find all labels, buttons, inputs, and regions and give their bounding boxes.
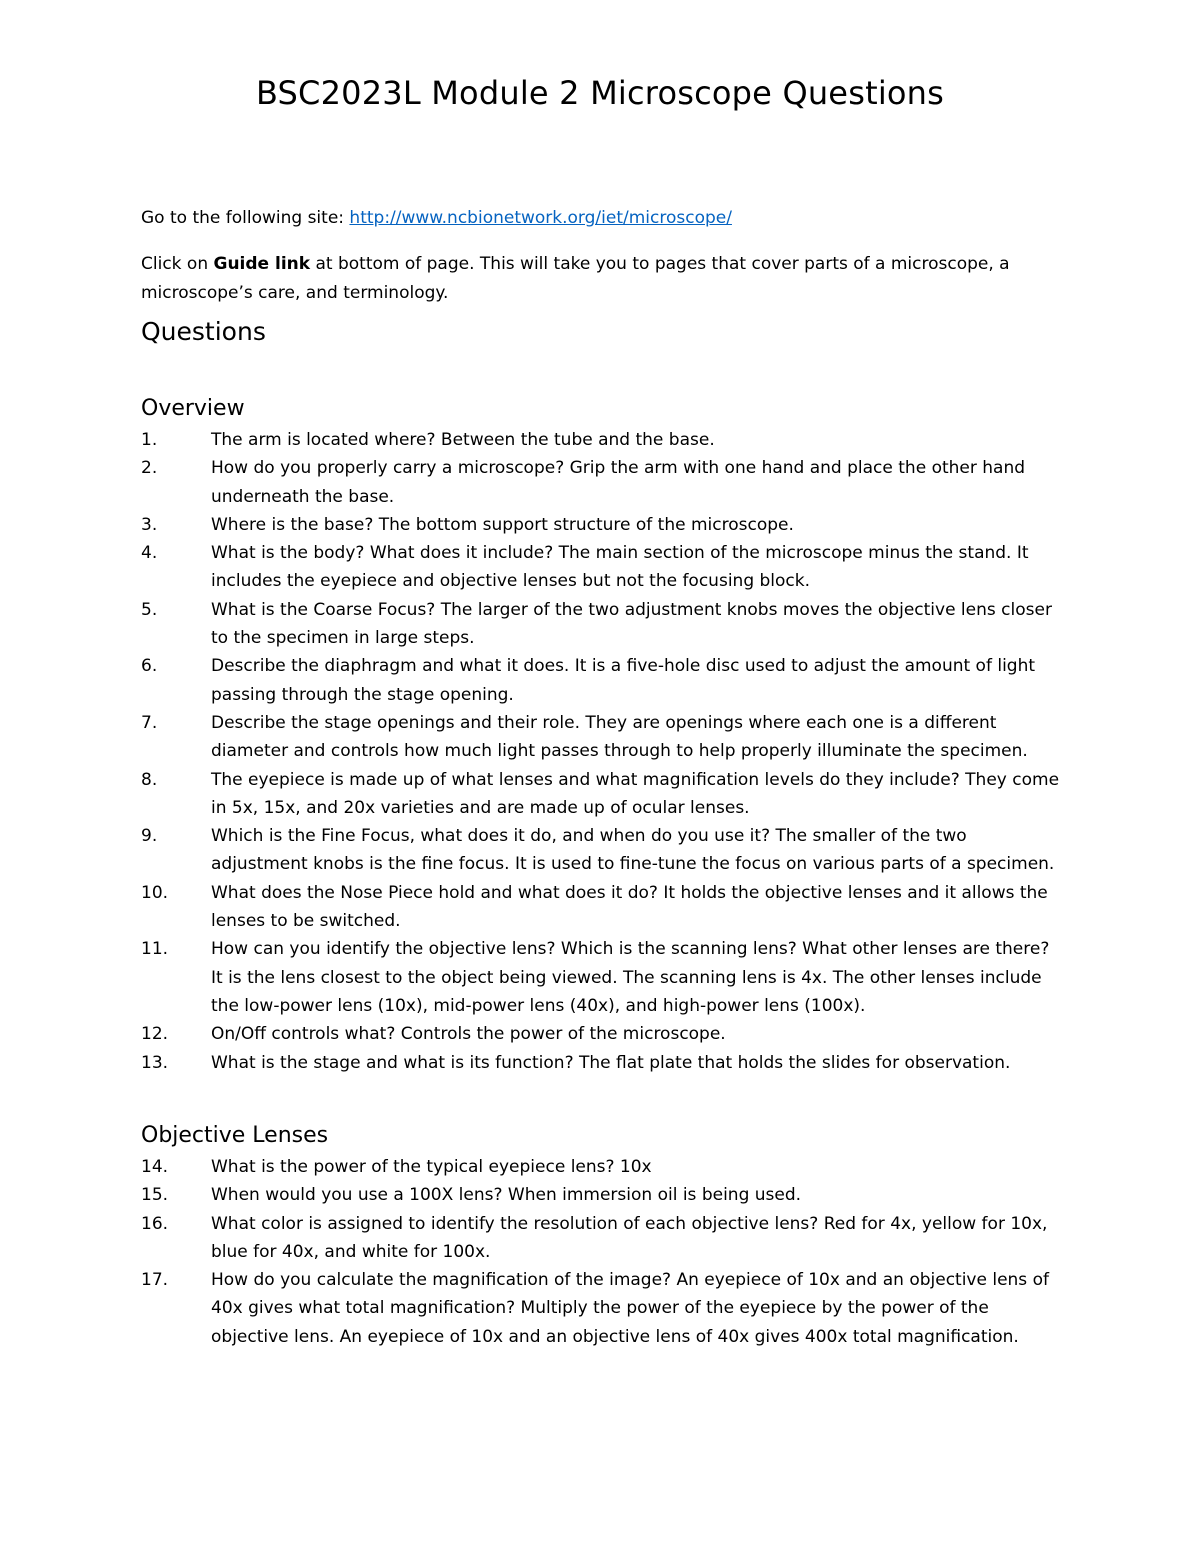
question-number: 8.: [141, 769, 158, 790]
microscope-site-link[interactable]: http://www.ncbionetwork.org/iet/microscope/: [349, 208, 732, 228]
intro-guide-post: at bottom of page. This will take you to pages that cover parts of a microscope, a microscope’s care, and terminology.: [141, 254, 1010, 303]
question-text: What is the power of the typical eyepiece lens? 10x: [211, 1157, 652, 1177]
list-item: [141, 1181, 1061, 1209]
question-text: What is the stage and what is its function? The flat plate that holds the slides for observation.: [211, 1052, 1011, 1073]
list-item: [141, 1266, 1061, 1351]
intro-site-label: Go to the following site:: [141, 208, 350, 228]
question-number: 1.: [141, 430, 158, 450]
intro-guide-pre: Click on: [141, 254, 214, 274]
list-item: [141, 596, 1061, 653]
question-text: The arm is located where? Between the tube and the base.: [211, 430, 715, 450]
list-item: [141, 1049, 1061, 1077]
question-text: When would you use a 100X lens? When immersion oil is being used.: [211, 1185, 802, 1206]
overview-question-list: [141, 426, 1061, 1077]
question-number: 6.: [141, 656, 158, 677]
list-item: [141, 879, 1061, 936]
question-text: What is the Coarse Focus? The larger of the two adjustment knobs moves the objective lens closer to the specimen in large steps.: [211, 599, 1052, 649]
question-text: How can you identify the objective lens? Which is the scanning lens? What other lenses are there? It is the lens closest to the object being viewed. The scanning lens is 4x. The other lenses include the low-power lens (10x), mid-power lens (40x), and high-power lens (100x).: [211, 939, 1050, 1016]
question-text: What color is assigned to identify the resolution of each objective lens? Red for 4x, yellow for 10x, blue for 40x, and white for 100x.: [211, 1213, 1048, 1262]
guide-link-emphasis: Guide link: [213, 254, 311, 274]
questions-heading: Questions: [141, 317, 266, 346]
question-text: How do you calculate the magnification of the image? An eyepiece of 10x and an objective lens of 40x gives what total magnification? Multiply the power of the eyepiece by the power of the objective lens. An eyepiece of 10x and an objective lens of 40x gives 400x total magnification.: [211, 1270, 1049, 1347]
list-item: [141, 709, 1061, 766]
question-number: 13.: [141, 1052, 169, 1073]
list-item: [141, 454, 1061, 511]
question-text: The eyepiece is made up of what lenses and what magnification levels do they include? They come in 5x, 15x, and 20x varieties and are made up of ocular lenses.: [211, 769, 1060, 818]
question-number: 9.: [141, 826, 158, 847]
question-number: 12.: [141, 1024, 169, 1045]
intro-guide-line: [141, 250, 1061, 308]
question-number: 3.: [141, 514, 158, 535]
question-text: Which is the Fine Focus, what does it do, and when do you use it? The smaller of the two adjustment knobs is the fine focus. It is used to fine-tune the focus on various parts of a specimen.: [211, 826, 1055, 875]
question-text: On/Off controls what? Controls the power of the microscope.: [211, 1024, 726, 1045]
objective-lenses-heading: Objective Lenses: [141, 1123, 329, 1148]
list-item: [141, 426, 1061, 454]
list-item: [141, 652, 1061, 709]
question-text: How do you properly carry a microscope? Grip the arm with one hand and place the other hand underneath the base.: [211, 458, 1026, 507]
list-item: [141, 1020, 1061, 1048]
question-number: 16.: [141, 1213, 169, 1234]
question-number: 2.: [141, 458, 158, 479]
list-item: [141, 511, 1061, 539]
question-text: Describe the stage openings and their role. They are openings where each one is a different diameter and controls how much light passes through to help properly illuminate the specimen.: [211, 712, 1028, 762]
question-number: 7.: [141, 712, 158, 733]
question-number: 4.: [141, 543, 158, 564]
question-number: 17.: [141, 1270, 169, 1291]
question-number: 5.: [141, 599, 158, 620]
overview-heading: Overview: [141, 396, 245, 421]
list-item: [141, 822, 1061, 879]
question-number: 15.: [141, 1185, 169, 1206]
list-item: [141, 539, 1061, 596]
list-item: [141, 766, 1061, 823]
question-text: Where is the base? The bottom support structure of the microscope.: [211, 514, 794, 535]
question-number: 11.: [141, 939, 169, 960]
question-text: Describe the diaphragm and what it does. It is a five-hole disc used to adjust the amount of light passing through the stage opening.: [211, 656, 1036, 705]
list-item: [141, 1153, 1061, 1181]
question-text: What is the body? What does it include? The main section of the microscope minus the stand. It includes the eyepiece and objective lenses but not the focusing block.: [211, 543, 1029, 592]
question-text: What does the Nose Piece hold and what does it do? It holds the objective lenses and it allows the lenses to be switched.: [211, 882, 1048, 932]
question-number: 10.: [141, 882, 169, 903]
intro-site-line: [141, 204, 1061, 233]
document-title: BSC2023L Module 2 Microscope Questions: [255, 74, 945, 112]
list-item: [141, 1210, 1061, 1267]
objective-lenses-question-list: [141, 1153, 1061, 1351]
list-item: [141, 935, 1061, 1020]
question-number: 14.: [141, 1157, 169, 1177]
